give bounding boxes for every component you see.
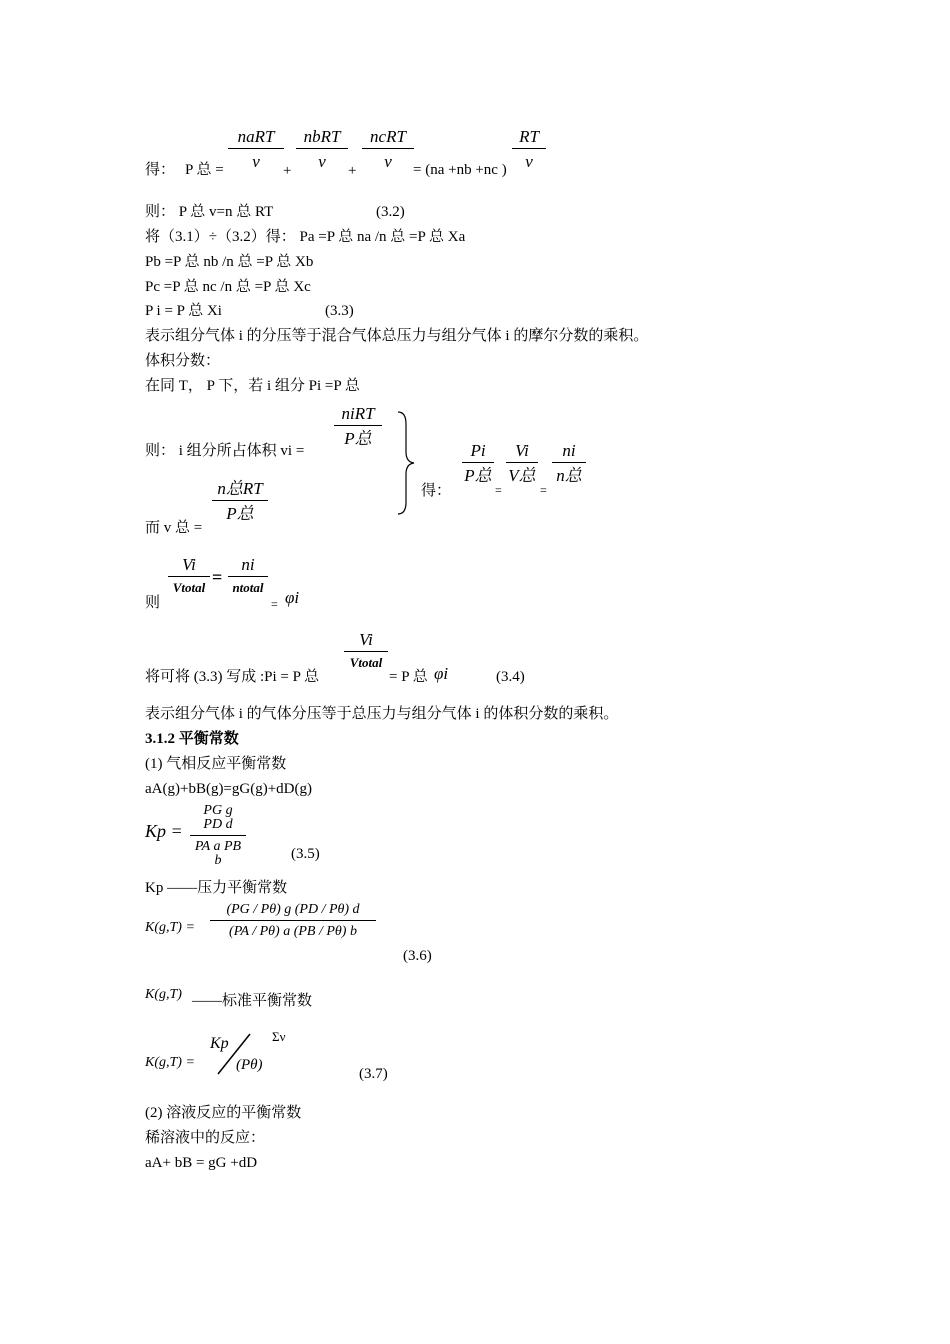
fraction-ni-ratio <box>552 442 586 484</box>
phi-symbol: φi <box>285 588 300 607</box>
fraction-c <box>362 128 414 170</box>
fraction-numerator: (PG / Pθ) g (PD / Pθ) d <box>210 903 376 921</box>
fraction-b-numerator: nbRT <box>296 128 348 149</box>
fraction-numerator: ni <box>228 556 268 577</box>
brace-icon <box>396 410 418 516</box>
k7-lhs: K(g,T) = <box>145 1055 195 1070</box>
fraction-vi-ratio <box>506 442 538 484</box>
phi-symbol: φi <box>434 664 449 683</box>
line-pi: P i = P 总 Xi <box>145 303 222 319</box>
fraction-rt-denominator: v <box>525 152 533 171</box>
line-pb: Pb =P 总 nb /n 总 =P 总 Xb <box>145 254 314 270</box>
k7-denominator: (Pθ) <box>236 1057 263 1073</box>
equation-number: (3.6) <box>403 948 432 964</box>
subsection-text: (2) 溶液反应的平衡常数 <box>145 1105 302 1121</box>
fraction-vi-denominator: P总 <box>344 429 372 448</box>
equation-number: (3.3) <box>325 303 354 319</box>
equals-p-total: = P 总 <box>389 669 428 685</box>
ratio-denominator: V总 <box>508 466 536 485</box>
fraction-k0 <box>210 903 376 939</box>
fraction-vi-numerator: niRT <box>334 405 382 426</box>
vi-label: 则： i 组分所占体积 vi = <box>145 443 305 459</box>
equation-number: (3.4) <box>496 669 525 685</box>
fraction-numerator: PG g PD d <box>190 804 246 836</box>
fraction-numerator: Vi <box>344 631 388 652</box>
fraction-kp <box>190 804 246 868</box>
equation-number: (3.7) <box>359 1066 388 1082</box>
p-total-label: P 总 = <box>185 162 224 178</box>
fraction-pi-ratio <box>462 442 494 484</box>
ratio-denominator: P总 <box>464 466 492 485</box>
line-pa: 将（3.1）÷（3.2）得： Pa =P 总 na /n 总 =P 总 Xa <box>145 229 466 245</box>
k7-exponent: Σν <box>272 1029 286 1044</box>
equals-sign: = <box>212 567 223 587</box>
plus-sign: + <box>348 163 357 179</box>
fraction-denominator: PA a PB b <box>194 839 242 868</box>
rewrite-text: 将可将 (3.3) 写成 :Pi = P 总 <box>145 669 320 685</box>
ze-label: 则 <box>145 595 161 611</box>
ratio-numerator: Vi <box>506 442 538 463</box>
line-condition: 在同 T， P 下，若 i 组分 Pi =P 总 <box>145 378 360 394</box>
volume-fraction-heading: 体积分数： <box>145 353 221 369</box>
paragraph-text: 表示组分气体 i 的分压等于混合气体总压力与组分气体 i 的摩尔分数的乘积。 <box>145 328 649 344</box>
fraction-b <box>296 128 348 170</box>
k0-symbol: K(g,T) <box>145 987 182 1002</box>
line-total-pressure: 则： P 总 v=n 总 RT <box>145 204 274 220</box>
fraction-v-total-numerator: n总RT <box>212 480 268 501</box>
kp-lhs: Kp = <box>145 821 183 841</box>
paragraph-text: 表示组分气体 i 的气体分压等于总压力与组分气体 i 的体积分数的乘积。 <box>145 706 619 722</box>
k0-lhs: K(g,T) = <box>145 920 195 935</box>
sum-factor: = (na +nb +nc ) <box>413 162 507 178</box>
ratio-denominator: n总 <box>556 466 582 485</box>
section-heading: 3.1.2 平衡常数 <box>145 731 239 747</box>
reaction-equation: aA(g)+bB(g)=gG(g)+dD(g) <box>145 781 312 797</box>
fraction-denominator: ntotal <box>232 580 264 595</box>
equals-sign: = <box>540 483 547 497</box>
paragraph-text: 稀溶液中的反应： <box>145 1130 266 1146</box>
equals-sign: = <box>495 483 502 497</box>
fraction-ni-ntotal <box>228 556 268 594</box>
de-label: 得： <box>421 483 452 499</box>
fraction-vi-vtotal <box>168 556 210 594</box>
fraction-a <box>228 128 284 170</box>
k7-numerator: Kp <box>210 1035 229 1052</box>
plus-sign: + <box>283 163 292 179</box>
fraction-v-total <box>212 480 268 522</box>
equation-number: (3.2) <box>376 204 405 220</box>
equation-number: (3.5) <box>291 846 320 862</box>
fraction-c-denominator: v <box>384 152 392 171</box>
equals-sign: = <box>271 597 278 611</box>
kp-definition: Kp ——压力平衡常数 <box>145 880 288 896</box>
fraction-numerator: Vi <box>168 556 210 577</box>
fraction-c-numerator: ncRT <box>362 128 414 149</box>
v-total-label: 而 v 总 = <box>145 520 203 536</box>
fraction-a-denominator: v <box>252 152 260 171</box>
fraction-v-total-denominator: P总 <box>226 504 254 523</box>
fraction-b-denominator: v <box>318 152 326 171</box>
fraction-denominator: (PA / Pθ) a (PB / Pθ) b <box>229 924 357 939</box>
fraction-rt-numerator: RT <box>512 128 546 149</box>
reaction-equation: aA+ bB = gG +dD <box>145 1155 258 1171</box>
ratio-numerator: ni <box>552 442 586 463</box>
fraction-denominator: Vtotal <box>349 655 383 670</box>
fraction-vi <box>334 405 382 447</box>
fraction-vi-vtotal <box>344 631 388 669</box>
ratio-numerator: Pi <box>462 442 494 463</box>
k0-definition: ——标准平衡常数 <box>192 993 313 1009</box>
subsection-text: (1) 气相反应平衡常数 <box>145 756 287 772</box>
fraction-denominator: Vtotal <box>172 580 206 595</box>
fraction-a-numerator: naRT <box>228 128 284 149</box>
de-label: 得： <box>145 162 176 178</box>
line-pc: Pc =P 总 nc /n 总 =P 总 Xc <box>145 279 311 295</box>
fraction-rt <box>512 128 546 170</box>
